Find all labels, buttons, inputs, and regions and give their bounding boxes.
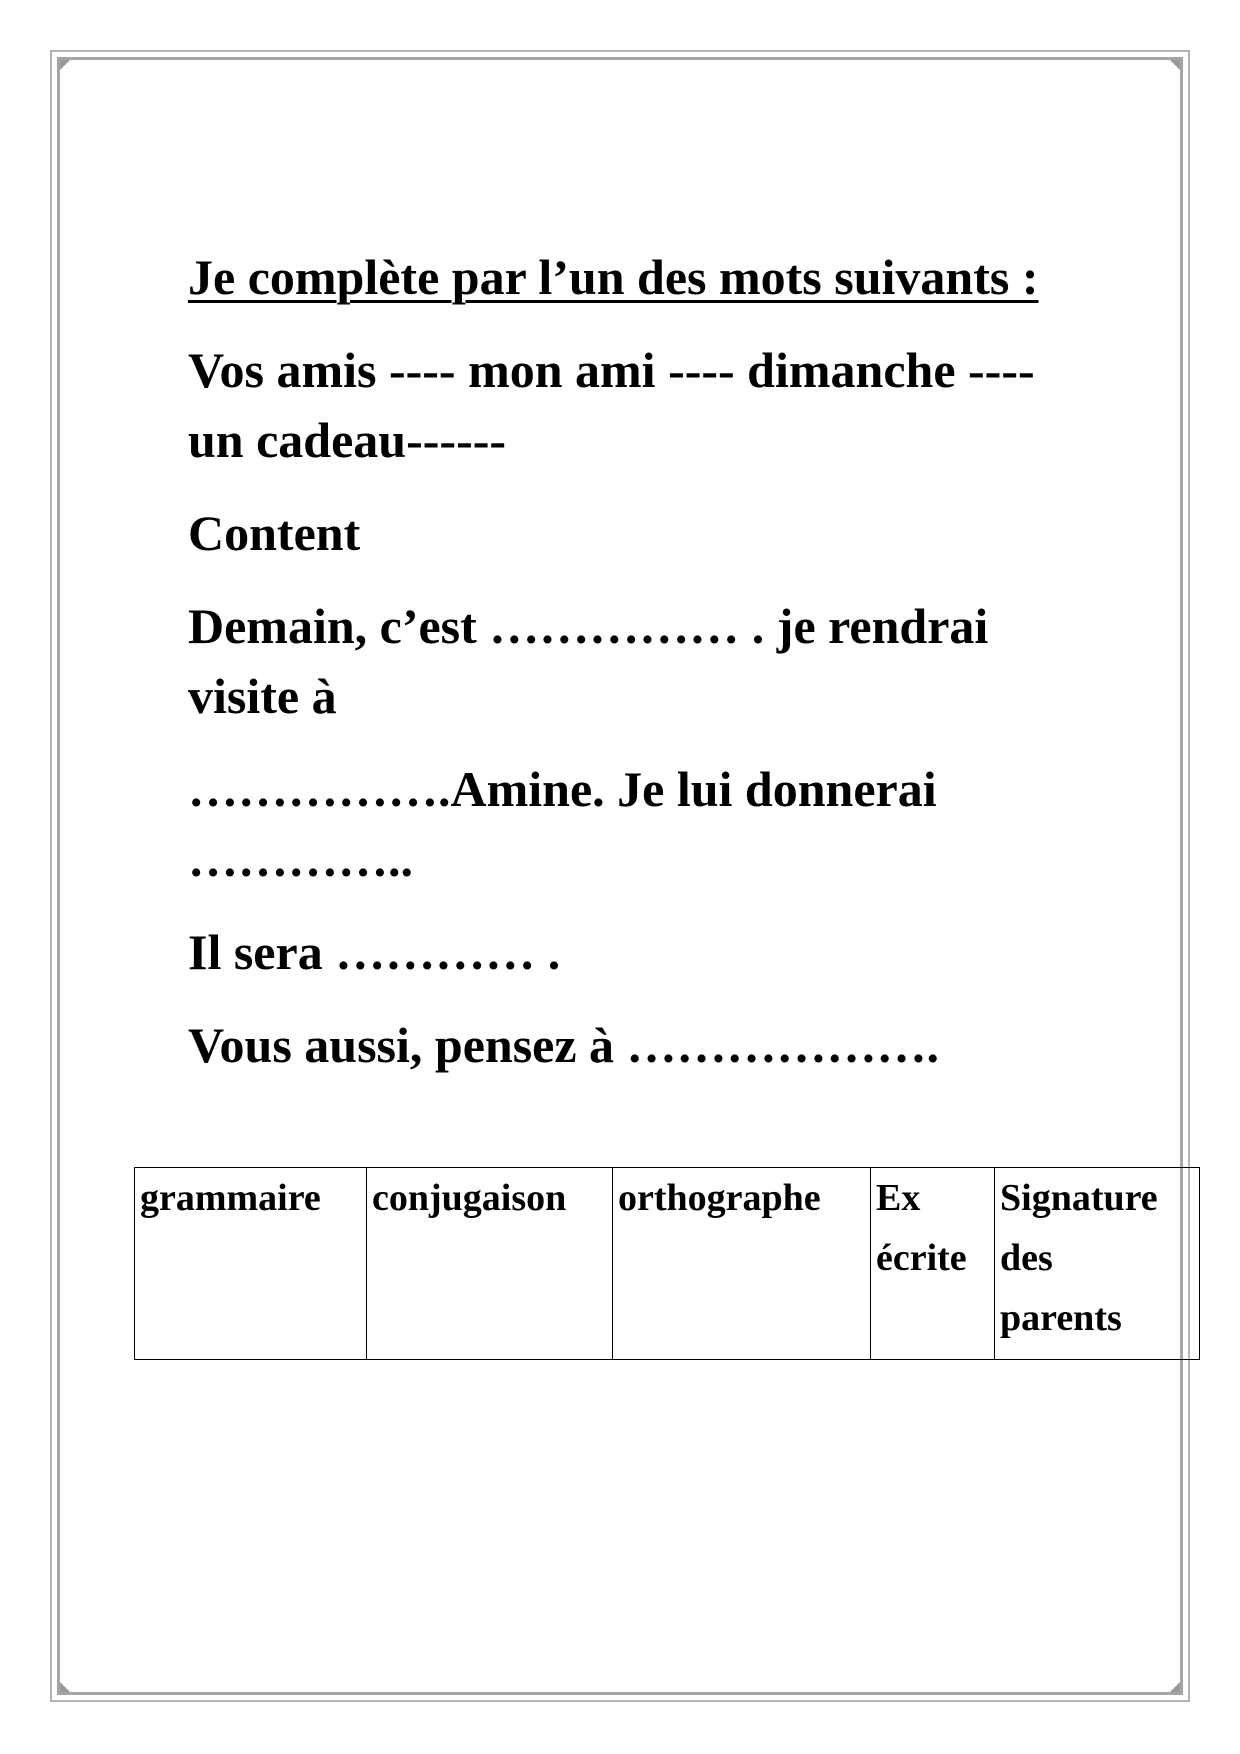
table-header-label: Signature (1000, 1177, 1158, 1219)
table-header-label: grammaire (140, 1177, 321, 1219)
table-header-label: parents (1000, 1297, 1122, 1339)
score-table (134, 1167, 1200, 1360)
exercise-content (188, 242, 1088, 1103)
table-row (135, 1168, 1200, 1360)
sentence-3: Il sera ………… . (188, 924, 561, 980)
sentence-1: Demain, c’est …………… . je rendrai visite à (188, 598, 989, 724)
table-cell-conjugaison (367, 1168, 613, 1360)
table-header-label: orthographe (618, 1177, 821, 1219)
sentence-4: Vous aussi, pensez à ………………. (188, 1017, 940, 1073)
table-cell-ex-ecrite (871, 1168, 995, 1360)
table-header-label: Ex (876, 1177, 921, 1219)
table-header-label: conjugaison (372, 1177, 567, 1219)
exercise-instruction: Je complète par l’un des mots suivants : (188, 249, 1039, 305)
corner-ornament-icon (1170, 1682, 1180, 1692)
table-cell-orthographe (613, 1168, 871, 1360)
corner-ornament-icon (1170, 60, 1180, 70)
word-list-line-1: Vos amis ---- mon ami ---- dimanche ---- un cadeau------ (188, 342, 1035, 468)
table-header-label: écrite (876, 1237, 967, 1279)
word-list-line-2: Content (188, 505, 361, 561)
corner-ornament-icon (60, 60, 70, 70)
table-cell-grammaire (135, 1168, 367, 1360)
table-header-label: des (1000, 1237, 1053, 1279)
table-cell-signature (995, 1168, 1200, 1360)
sentence-2: …………….Amine. Je lui donnerai ………….. (188, 761, 937, 887)
corner-ornament-icon (60, 1682, 70, 1692)
